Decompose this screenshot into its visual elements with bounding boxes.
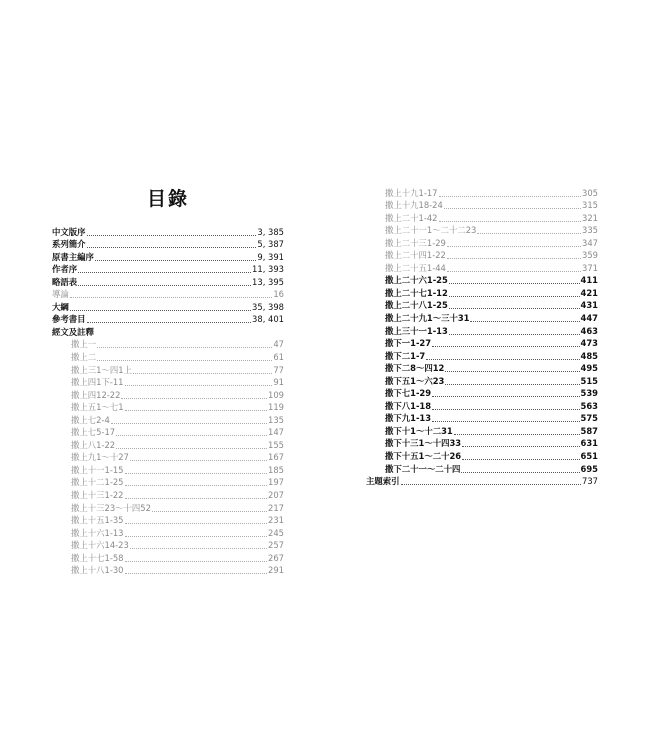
toc-leader-dots xyxy=(125,463,267,474)
toc-entry-label: 撒上十七1-58 xyxy=(71,552,124,563)
toc-entry-label: 撒上二十三1-29 xyxy=(385,237,446,248)
toc-leader-dots xyxy=(432,386,579,397)
toc-entry-label: 撒上十五1-35 xyxy=(71,515,124,526)
toc-leader-dots xyxy=(130,450,267,461)
toc-leader-dots xyxy=(432,336,579,347)
toc-leader-dots xyxy=(78,262,251,273)
toc-leader-dots xyxy=(111,413,267,424)
toc-entry-label: 撒上七2-4 xyxy=(71,414,110,425)
toc-leader-dots xyxy=(125,526,267,537)
toc-entry-label: 作者序 xyxy=(52,264,78,275)
toc-entry-page: 16 xyxy=(273,289,284,300)
toc-entry-page: 575 xyxy=(580,413,598,424)
toc-entry-page: 447 xyxy=(580,313,598,324)
toc-entry-page: 291 xyxy=(268,565,284,576)
toc-entry-label: 撒上十八1-30 xyxy=(71,565,124,576)
toc-entry-page: 3, 385 xyxy=(257,226,284,237)
toc-entry-label: 撒上四12-22 xyxy=(71,389,121,400)
toc-leader-dots xyxy=(401,474,582,485)
toc-entry-label: 撒上五1～七1 xyxy=(71,402,124,413)
toc-leader-dots xyxy=(70,300,251,311)
toc-entry xyxy=(366,299,598,312)
toc-entry xyxy=(366,324,598,337)
toc-entry-page: 77 xyxy=(273,364,284,375)
toc-leader-dots xyxy=(97,350,272,361)
toc-entry-page: 463 xyxy=(580,325,598,336)
toc-entry-label: 撒上十六14-23 xyxy=(71,540,129,551)
toc-entry-page: 91 xyxy=(273,377,284,388)
toc-entry xyxy=(366,424,598,437)
toc-entry-label: 撒上八1-22 xyxy=(71,439,116,450)
toc-entry xyxy=(366,449,598,462)
toc-entry-page: 473 xyxy=(580,338,598,349)
toc-entry-page: 421 xyxy=(580,287,598,298)
toc-entry-label: 撒下二十一～二十四 xyxy=(385,463,461,474)
toc-entry xyxy=(52,564,284,577)
toc-entry-page: 495 xyxy=(580,363,598,374)
toc-entry-label: 撒上二十四1-22 xyxy=(385,250,446,261)
toc-leader-dots xyxy=(125,375,273,386)
toc-leader-dots xyxy=(116,425,267,436)
toc-entry-page: 217 xyxy=(268,502,284,513)
toc-leader-dots xyxy=(125,488,267,499)
toc-entry-label: 撒上十一1-15 xyxy=(71,464,124,475)
toc-leader-dots xyxy=(470,311,579,322)
toc-entry-label: 撒下十1～十二31 xyxy=(385,425,453,436)
toc-entry xyxy=(52,501,284,514)
toc-entry xyxy=(52,376,284,389)
toc-entry xyxy=(366,236,598,249)
toc-entry xyxy=(366,186,598,199)
toc-leader-dots xyxy=(78,275,251,286)
toc-entry-page: 257 xyxy=(268,540,284,551)
toc-entry xyxy=(366,337,598,350)
toc-entry xyxy=(366,437,598,450)
toc-entry xyxy=(366,387,598,400)
toc-entry-page: 347 xyxy=(582,237,598,248)
toc-entry-label: 撒上二十九1～三十31 xyxy=(385,313,470,324)
toc-entry-page: 335 xyxy=(582,225,598,236)
toc-leader-dots xyxy=(121,388,267,399)
toc-entry xyxy=(366,475,598,488)
toc-entry-label: 參考書目 xyxy=(52,314,86,325)
toc-entry-label: 大綱 xyxy=(52,301,69,312)
toc-entry xyxy=(52,263,284,276)
toc-entry xyxy=(366,249,598,262)
toc-entry xyxy=(52,463,284,476)
toc-entry-label: 略語表 xyxy=(52,276,78,287)
toc-entry-label: 原書主編序 xyxy=(52,251,94,262)
toc-entry-page: 315 xyxy=(582,200,598,211)
toc-entry-label: 撒下十五1～二十26 xyxy=(385,451,462,462)
toc-leader-dots xyxy=(449,286,580,297)
toc-entry-label: 撒下八1-18 xyxy=(385,400,432,411)
toc-entry-label: 撒上三十一1-13 xyxy=(385,325,448,336)
toc-leader-dots xyxy=(87,225,257,236)
toc-entry-page: 155 xyxy=(268,439,284,450)
toc-leader-dots xyxy=(130,538,267,549)
toc-leader-dots xyxy=(87,237,257,248)
toc-entry-page: 11, 393 xyxy=(252,264,284,275)
toc-entry xyxy=(366,362,598,375)
toc-entry xyxy=(52,275,284,288)
toc-leader-dots xyxy=(445,374,579,385)
toc-entry xyxy=(52,338,284,351)
toc-leader-dots xyxy=(116,438,267,449)
toc-entry-page: 5, 387 xyxy=(257,239,284,250)
toc-entry xyxy=(366,462,598,475)
toc-leader-dots xyxy=(449,298,580,309)
toc-entry-page: 411 xyxy=(580,275,598,286)
toc-entry-page: 47 xyxy=(273,339,284,350)
toc-entry-label: 撒上二十1-42 xyxy=(385,212,438,223)
toc-entry xyxy=(52,238,284,251)
toc-entry-page: 35, 398 xyxy=(252,301,284,312)
toc-entry xyxy=(52,438,284,451)
toc-entry xyxy=(52,476,284,489)
toc-entry xyxy=(52,413,284,426)
toc-leader-dots xyxy=(125,400,267,411)
toc-entry xyxy=(52,539,284,552)
toc-entry-page: 245 xyxy=(268,527,284,538)
toc-entry-page: 737 xyxy=(582,476,598,487)
toc-entry xyxy=(52,526,284,539)
toc-entry-page: 431 xyxy=(580,300,598,311)
toc-leader-dots xyxy=(87,312,252,323)
toc-entry xyxy=(52,451,284,464)
toc-entry xyxy=(52,551,284,564)
toc-entry-label: 撒下九1-13 xyxy=(385,413,432,424)
toc-entry xyxy=(52,488,284,501)
toc-leader-dots xyxy=(125,563,267,574)
toc-entry-label: 撒上十九18-24 xyxy=(385,200,443,211)
toc-entry-page: 119 xyxy=(268,402,284,413)
toc-left-column xyxy=(52,225,284,576)
toc-entry-label: 撒上二十五1-44 xyxy=(385,262,446,273)
toc-entry-label: 導論 xyxy=(52,289,69,300)
toc-entry-page: 109 xyxy=(268,389,284,400)
toc-entry-page: 9, 391 xyxy=(257,251,284,262)
toc-leader-dots xyxy=(152,501,267,512)
toc-entry xyxy=(52,288,284,301)
toc-entry-page: 38, 401 xyxy=(252,314,284,325)
toc-entry xyxy=(52,363,284,376)
toc-entry-page: 305 xyxy=(582,187,598,198)
toc-leader-dots xyxy=(454,424,580,435)
toc-entry-label: 撒上二十八1-25 xyxy=(385,300,448,311)
toc-entry-page: 167 xyxy=(268,452,284,463)
toc-leader-dots xyxy=(449,273,580,284)
toc-leader-dots xyxy=(445,361,579,372)
toc-leader-dots xyxy=(439,211,581,222)
toc-entry-label: 撒上十六1-13 xyxy=(71,527,124,538)
toc-entry xyxy=(52,350,284,363)
toc-entry-label: 撒上三1～四1上 xyxy=(71,364,132,375)
toc-title: 目錄 xyxy=(146,188,189,210)
toc-entry xyxy=(366,374,598,387)
toc-leader-dots xyxy=(439,186,581,197)
toc-entry xyxy=(366,349,598,362)
toc-entry-label: 撒上十三23～十四52 xyxy=(71,502,151,513)
toc-entry-page: 651 xyxy=(580,451,598,462)
toc-entry-label: 撒上二十七1-12 xyxy=(385,287,448,298)
toc-entry-label: 系列簡介 xyxy=(52,239,86,250)
toc-entry xyxy=(52,426,284,439)
toc-entry xyxy=(366,286,598,299)
toc-leader-dots xyxy=(449,324,580,335)
toc-leader-dots xyxy=(125,551,267,562)
toc-leader-dots xyxy=(70,287,273,298)
toc-entry-label: 撒上十三1-22 xyxy=(71,490,124,501)
toc-entry-page: 321 xyxy=(582,212,598,223)
toc-entry xyxy=(52,300,284,313)
toc-entry xyxy=(52,388,284,401)
toc-right-column xyxy=(366,186,598,487)
toc-entry xyxy=(366,224,598,237)
toc-leader-dots xyxy=(125,475,267,486)
toc-leader-dots xyxy=(432,411,579,422)
toc-entry-page: 135 xyxy=(268,414,284,425)
toc-section-heading xyxy=(52,325,284,338)
toc-leader-dots xyxy=(477,223,581,234)
toc-entry-label: 撒上二十一1～二十二23 xyxy=(385,225,477,236)
toc-entry-page: 197 xyxy=(268,477,284,488)
toc-entry-label: 撒上十二1-25 xyxy=(71,477,124,488)
toc-leader-dots xyxy=(432,399,579,410)
toc-leader-dots xyxy=(97,337,272,348)
toc-leader-dots xyxy=(447,248,581,259)
toc-entry-label: 撒下一1-27 xyxy=(385,338,432,349)
toc-entry xyxy=(366,412,598,425)
toc-entry xyxy=(52,225,284,238)
toc-entry-label: 撒上四1下-11 xyxy=(71,377,124,388)
toc-entry-page: 515 xyxy=(580,375,598,386)
toc-entry xyxy=(366,211,598,224)
toc-entry-label: 撒下二1-7 xyxy=(385,350,426,361)
toc-entry-label: 撒上二 xyxy=(71,352,97,363)
toc-entry-label: 撒上一 xyxy=(71,339,97,350)
toc-entry-page: 359 xyxy=(582,250,598,261)
toc-entry-page: 539 xyxy=(580,388,598,399)
toc-entry-page: 207 xyxy=(268,490,284,501)
toc-leader-dots xyxy=(426,349,579,360)
toc-entry-page: 631 xyxy=(580,438,598,449)
toc-entry xyxy=(52,514,284,527)
toc-entry-page: 147 xyxy=(268,427,284,438)
toc-entry-label: 撒上二十六1-25 xyxy=(385,275,448,286)
toc-entry-page: 587 xyxy=(580,425,598,436)
toc-leader-dots xyxy=(444,198,581,209)
toc-entry-label: 經文及註釋 xyxy=(52,326,94,337)
toc-leader-dots xyxy=(447,261,581,272)
toc-entry xyxy=(366,274,598,287)
toc-entry-page: 13, 395 xyxy=(252,276,284,287)
toc-entry xyxy=(52,250,284,263)
toc-leader-dots xyxy=(125,513,267,524)
toc-entry-label: 撒下五1～六23 xyxy=(385,375,445,386)
toc-leader-dots xyxy=(461,462,579,473)
toc-entry-label: 撒上十九1-17 xyxy=(385,187,438,198)
toc-entry xyxy=(52,313,284,326)
toc-entry xyxy=(366,261,598,274)
toc-entry xyxy=(366,199,598,212)
toc-entry-label: 撒下七1-29 xyxy=(385,388,432,399)
toc-entry-label: 撒下二8～四12 xyxy=(385,363,445,374)
toc-leader-dots xyxy=(95,250,256,261)
toc-entry-page: 61 xyxy=(273,352,284,363)
toc-entry-label: 撒上七5-17 xyxy=(71,427,116,438)
toc-entry-label: 主題索引 xyxy=(366,476,400,487)
toc-entry-page: 231 xyxy=(268,515,284,526)
toc-entry-label: 撒下十三1～十四33 xyxy=(385,438,462,449)
toc-entry-page: 485 xyxy=(580,350,598,361)
toc-entry-page: 563 xyxy=(580,400,598,411)
toc-entry-page: 371 xyxy=(582,262,598,273)
toc-entry-page: 185 xyxy=(268,464,284,475)
toc-leader-dots xyxy=(447,236,581,247)
toc-leader-dots xyxy=(462,449,579,460)
toc-entry-label: 撒上九1～十27 xyxy=(71,452,129,463)
toc-entry xyxy=(366,399,598,412)
toc-entry xyxy=(52,401,284,414)
toc-entry-page: 267 xyxy=(268,552,284,563)
toc-entry-page: 695 xyxy=(580,463,598,474)
toc-entry-label: 中文版序 xyxy=(52,226,86,237)
toc-leader-dots xyxy=(133,363,272,374)
toc-entry xyxy=(366,311,598,324)
toc-leader-dots xyxy=(462,436,579,447)
